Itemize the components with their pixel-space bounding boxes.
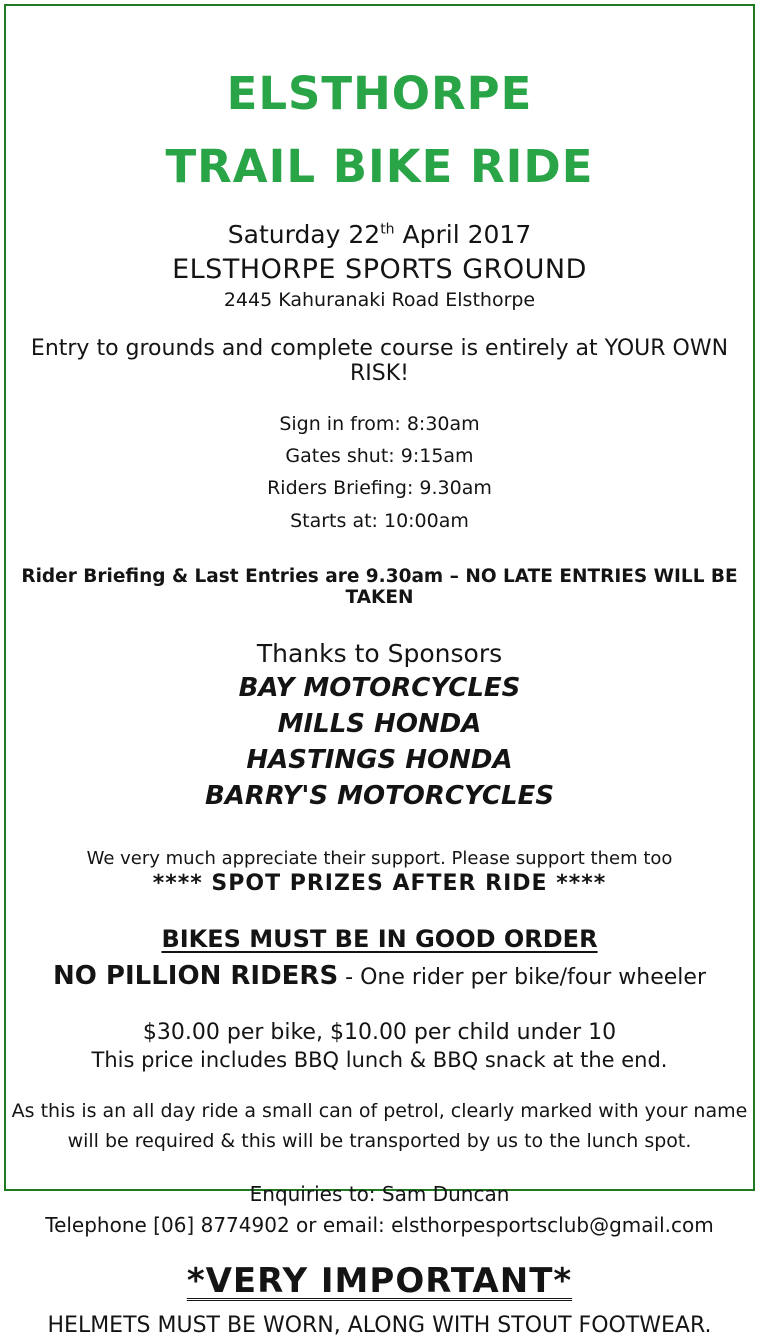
no-pillion-heading: NO PILLION RIDERS (53, 961, 339, 992)
important-heading-text: *VERY IMPORTANT* (186, 1261, 573, 1302)
late-entries-notice: Rider Briefing & Last Entries are 9.30am – NO LATE ENTRIES WILL BE TAKEN (21, 565, 738, 608)
sponsor-name: HASTINGS HONDA (246, 744, 513, 775)
event-venue: ELSTHORPE SPORTS GROUND (172, 253, 587, 285)
sponsor-name: BAY MOTORCYCLES (238, 672, 521, 703)
contact-block (6, 1179, 753, 1241)
petrol-note (6, 1097, 753, 1156)
pricing-fees: $30.00 per bike, $10.00 per child under 10 (142, 1020, 617, 1046)
sponsor-name: MILLS HONDA (277, 708, 482, 739)
page-title (6, 58, 753, 204)
title-line-1: ELSTHORPE (226, 67, 533, 120)
petrol-note-line-2: will be required & this will be transported by us to the lunch spot. (67, 1129, 692, 1152)
schedule-line: Starts at: 10:00am (290, 509, 469, 532)
no-pillion-detail: - One rider per bike/four wheeler (338, 965, 706, 991)
important-heading (6, 1261, 753, 1301)
petrol-note-line-1: As this is an all day ride a small can of petrol, clearly marked with your name (11, 1100, 748, 1123)
sponsor-name: BARRY'S MOTORCYCLES (204, 780, 555, 811)
event-date-suffix: April 2017 (394, 219, 532, 249)
schedule-line: Sign in from: 8:30am (279, 412, 480, 435)
sponsors-heading: Thanks to Sponsors (256, 638, 503, 668)
sponsors-list (6, 671, 753, 815)
pricing-includes: This price includes BBQ lunch & BBQ snack at the end. (91, 1048, 668, 1073)
event-date (6, 220, 753, 249)
event-date-prefix: Saturday 22 (227, 219, 381, 249)
spot-prizes-notice: **** SPOT PRIZES AFTER RIDE **** (152, 871, 607, 897)
contact-telephone: Telephone [06] 8774902 or email: elsthorpesportsclub@gmail.com (45, 1213, 714, 1238)
important-detail: HELMETS MUST BE WORN, ALONG WITH STOUT FOOTWEAR. (47, 1313, 712, 1338)
schedule-line: Riders Briefing: 9.30am (267, 477, 492, 500)
title-line-2: TRAIL BIKE RIDE (165, 139, 594, 193)
no-pillion-rule (6, 961, 753, 991)
schedule-line: Gates shut: 9:15am (285, 445, 474, 468)
event-address: 2445 Kahuranaki Road Elsthorpe (223, 288, 536, 311)
flyer-page (4, 4, 755, 1338)
risk-notice: Entry to grounds and complete course is entirely at YOUR OWN RISK! (30, 335, 729, 386)
schedule-list (6, 408, 753, 537)
contact-enquiries: Enquiries to: Sam Duncan (249, 1182, 510, 1207)
good-order-rule: BIKES MUST BE IN GOOD ORDER (161, 925, 598, 954)
sponsor-appreciation: We very much appreciate their support. Please support them too (86, 848, 673, 870)
event-date-superscript: th (380, 221, 395, 238)
